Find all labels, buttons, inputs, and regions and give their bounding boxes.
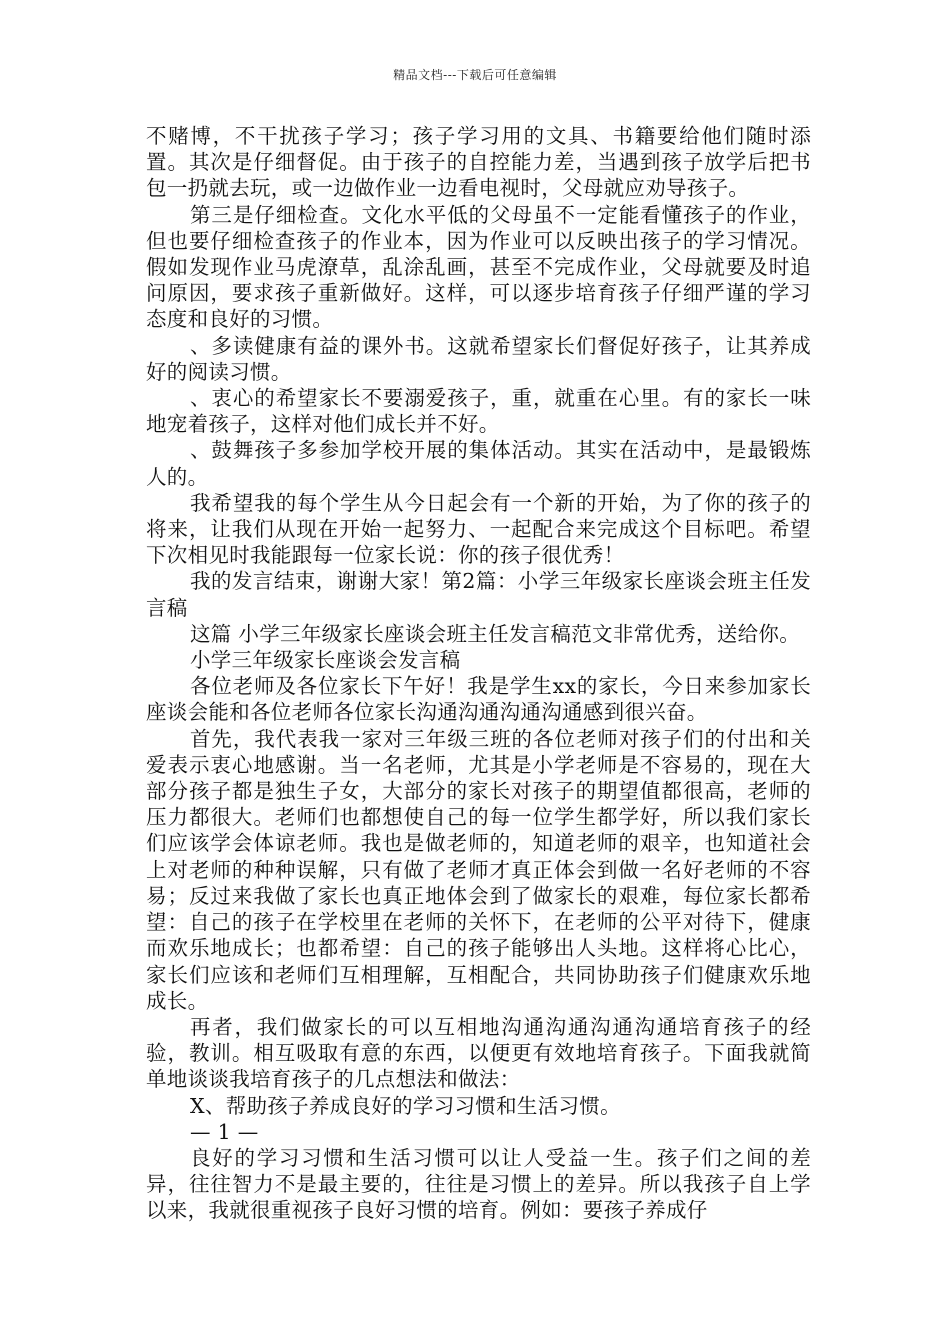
- document-body: [146, 123, 811, 1224]
- paragraph: 良好的学习习惯和生活习惯可以让人受益一生。孩子们之间的差异，往往智力不是最主要的，往往是习惯上的差异。所以我孩子自上学以来，我就很重视孩子良好习惯的培育。例如：要孩子养成仔: [146, 1145, 811, 1223]
- page-number: — 1 —: [190, 1119, 259, 1144]
- page-header: 精品文档---下载后可任意编辑: [393, 68, 557, 82]
- paragraph: 小学三年级家长座谈会发言稿: [190, 648, 461, 673]
- paragraph: 、鼓舞孩子多参加学校开展的集体活动。其实在活动中，是最锻炼人的。: [146, 438, 811, 489]
- paragraph: 我的发言结束，谢谢大家！第2篇：小学三年级家长座谈会班主任发言稿: [146, 569, 811, 620]
- paragraph: 、多读健康有益的课外书。这就希望家长们督促好孩子，让其养成好的阅读习惯。: [146, 333, 811, 384]
- paragraph: 首先，我代表我一家对三年级三班的各位老师对孩子们的付出和关爱表示衷心地感谢。当一名老师，尤其是小学老师是不容易的，现在大部分孩子都是独生子女，大部分的家长对孩子的期望值都很高，老师的压力都很大。老师们也都想使自己的每一位学生都学好，所以我们家长们应该学会体谅老师。我也是做老师的，知道老师的艰辛，也知道社会上对老师的种种误解，只有做了老师才真正体会到做一名好老师的不容易；反过来我做了家长也真正地体会到了做家长的艰难，每位家长都希望：自己的孩子在学校里在老师的关怀下，在老师的公平对待下，健康而欢乐地成长；也都希望：自己的孩子能够出人头地。这样将心比心，家长们应该和老师们互相理解，互相配合，共同协助孩子们健康欢乐地成长。: [146, 726, 811, 1013]
- paragraph: 各位老师及各位家长下午好！我是学生xx的家长，今日来参加家长座谈会能和各位老师各位家长沟通沟通沟通沟通感到很兴奋。: [146, 674, 811, 725]
- paragraph: 不赌博，不干扰孩子学习；孩子学习用的文具、书籍要给他们随时添置。其次是仔细督促。由于孩子的自控能力差，当遇到孩子放学后把书包一扔就去玩，或一边做作业一边看电视时，父母就应劝导孩子。: [146, 124, 811, 201]
- paragraph: 我希望我的每个学生从今日起会有一个新的开始，为了你的孩子的将来，让我们从现在开始一起努力、一起配合来完成这个目标吧。希望下次相见时我能跟每一位家长说：你的孩子很优秀！: [146, 490, 811, 568]
- paragraph: X、帮助孩子养成良好的学习习惯和生活习惯。: [190, 1093, 621, 1118]
- paragraph: 第三是仔细检查。文化水平低的父母虽不一定能看懂孩子的作业，但也要仔细检查孩子的作业本，因为作业可以反映出孩子的学习情况。假如发现作业马虎潦草，乱涂乱画，甚至不完成作业，父母就要及时追问原因，要求孩子重新做好。这样，可以逐步培育孩子仔细严谨的学习态度和良好的习惯。: [146, 202, 811, 332]
- paragraph: 再者，我们做家长的可以互相地沟通沟通沟通沟通培育孩子的经验，教训。相互吸取有意的东西，以便更有效地培育孩子。下面我就简单地谈谈我培育孩子的几点想法和做法：: [146, 1014, 811, 1092]
- paragraph: 这篇 小学三年级家长座谈会班主任发言稿范文非常优秀，送给你。: [190, 621, 801, 646]
- paragraph: 、衷心的希望家长不要溺爱孩子，重，就重在心里。有的家长一味地宠着孩子，这样对他们成长并不好。: [146, 386, 811, 437]
